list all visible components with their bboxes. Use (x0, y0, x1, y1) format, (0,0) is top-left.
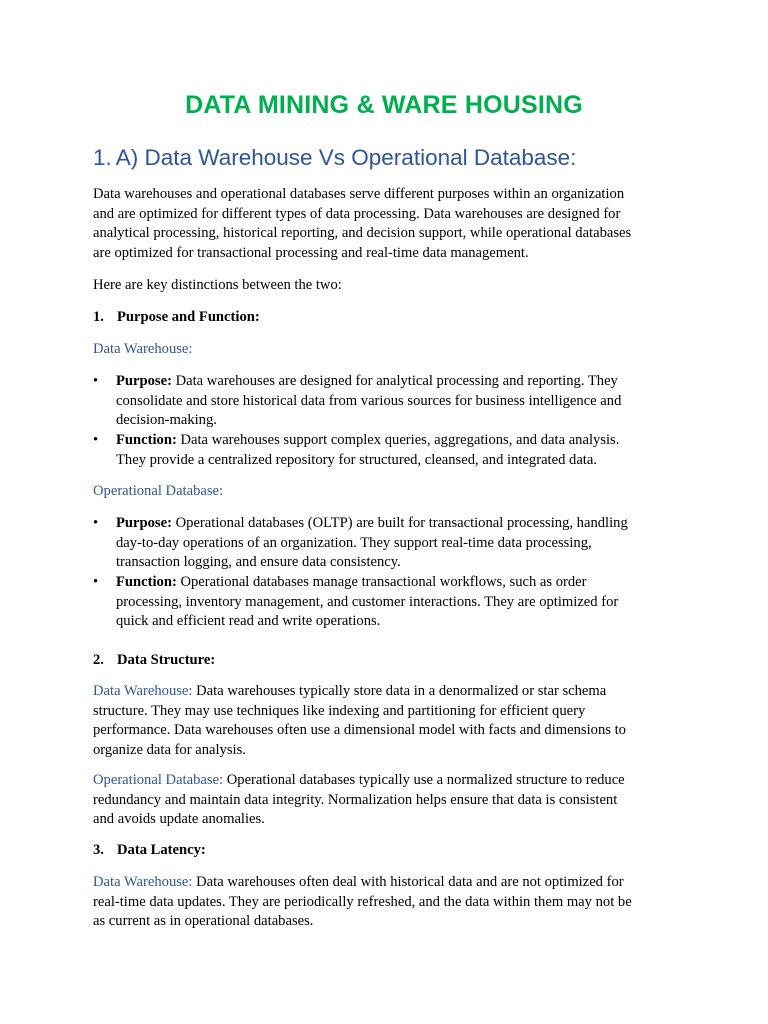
section-number: 2. (93, 652, 104, 668)
section-title-text: Data Latency: (117, 842, 206, 858)
bullet-icon: • (93, 515, 99, 531)
section-title-text: Data Structure: (117, 652, 216, 668)
paragraph-line: organize data for analysis. (93, 741, 246, 758)
section-3-title (93, 841, 206, 861)
operational-database-label: Operational Database: (93, 483, 224, 499)
bullet-label: Function: (116, 574, 177, 590)
section-number: 1. (93, 309, 104, 325)
bullet-line: transaction logging, and ensure data consistency. (116, 554, 401, 571)
bullet-text (116, 372, 676, 431)
data-warehouse-label: Data Warehouse: (93, 683, 193, 699)
key-distinctions-line: Here are key distinctions between the two: (93, 277, 342, 293)
operational-database-label: Operational Database: (93, 772, 224, 788)
bullet-line: consolidate and store historical data from various sources for business intelligence and (116, 392, 622, 409)
bullet-text (116, 431, 676, 470)
section-number: 3. (93, 842, 104, 858)
paragraph-line: and avoids update anomalies. (93, 811, 265, 828)
bullet-icon: • (93, 432, 99, 448)
data-warehouse-paragraph (93, 873, 683, 932)
section-title-text: Purpose and Function: (117, 309, 260, 325)
bullet-text (116, 514, 676, 573)
paragraph-line: real-time data updates. They are periodically refreshed, and the data within them may not be (93, 893, 632, 910)
section-heading (93, 142, 576, 174)
bullet-label: Function: (116, 432, 177, 448)
bullet-line: Data warehouses support complex queries, aggregations, and data analysis. (180, 432, 620, 448)
intro-paragraph (93, 185, 683, 263)
heading-text: A) Data Warehouse Vs Operational Database: (115, 145, 577, 170)
intro-line: analytical processing, historical reporting, and decision support, while operational databases (93, 225, 632, 242)
data-warehouse-label: Data Warehouse: (93, 874, 193, 890)
bullet-line: day-to-day operations of an organization. They support real-time data processing, (116, 534, 592, 551)
intro-line: are optimized for transactional processing and real-time data management. (93, 244, 529, 261)
data-warehouse-paragraph (93, 682, 683, 760)
section-1-title (93, 308, 260, 328)
bullet-line: They provide a centralized repository for structured, cleansed, and integrated data. (116, 451, 597, 468)
paragraph-line: structure. They may use techniques like indexing and partitioning for efficient query (93, 702, 586, 719)
bullet-icon: • (93, 574, 99, 590)
key-distinctions-text (93, 276, 683, 296)
bullet-line: Operational databases (OLTP) are built for transactional processing, handling (175, 515, 628, 531)
intro-line: Data warehouses and operational databases serve different purposes within an organization (93, 186, 625, 202)
section-2-title (93, 651, 215, 671)
bullet-icon: • (93, 373, 99, 389)
data-warehouse-label: Data Warehouse: (93, 341, 193, 357)
operational-database-paragraph (93, 771, 683, 830)
paragraph-line: Operational databases typically use a normalized structure to reduce (226, 772, 625, 788)
bullet-line: Operational databases manage transactional workflows, such as order (180, 574, 587, 590)
bullet-label: Purpose: (116, 515, 172, 531)
paragraph-line: as current as in operational databases. (93, 913, 314, 930)
heading-number: 1. (93, 145, 112, 170)
bullet-label: Purpose: (116, 373, 172, 389)
bullet-line: decision-making. (116, 412, 217, 429)
paragraph-line: redundancy and maintain data integrity. Normalization helps ensure that data is consistent (93, 791, 618, 808)
paragraph-line: Data warehouses typically store data in a denormalized or star schema (196, 683, 607, 699)
bullet-text (116, 573, 676, 632)
paragraph-line: Data warehouses often deal with historical data and are not optimized for (196, 874, 624, 890)
bullet-line: Data warehouses are designed for analytical processing and reporting. They (175, 373, 618, 389)
document-title: DATA MINING & WARE HOUSING (185, 91, 583, 119)
bullet-line: processing, inventory management, and customer interactions. They are optimized for (116, 593, 619, 610)
bullet-line: quick and efficient read and write operations. (116, 613, 381, 630)
intro-line: and are optimized for different types of data processing. Data warehouses are designed for (93, 205, 621, 222)
paragraph-line: performance. Data warehouses often use a dimensional model with facts and dimensions to (93, 722, 626, 739)
